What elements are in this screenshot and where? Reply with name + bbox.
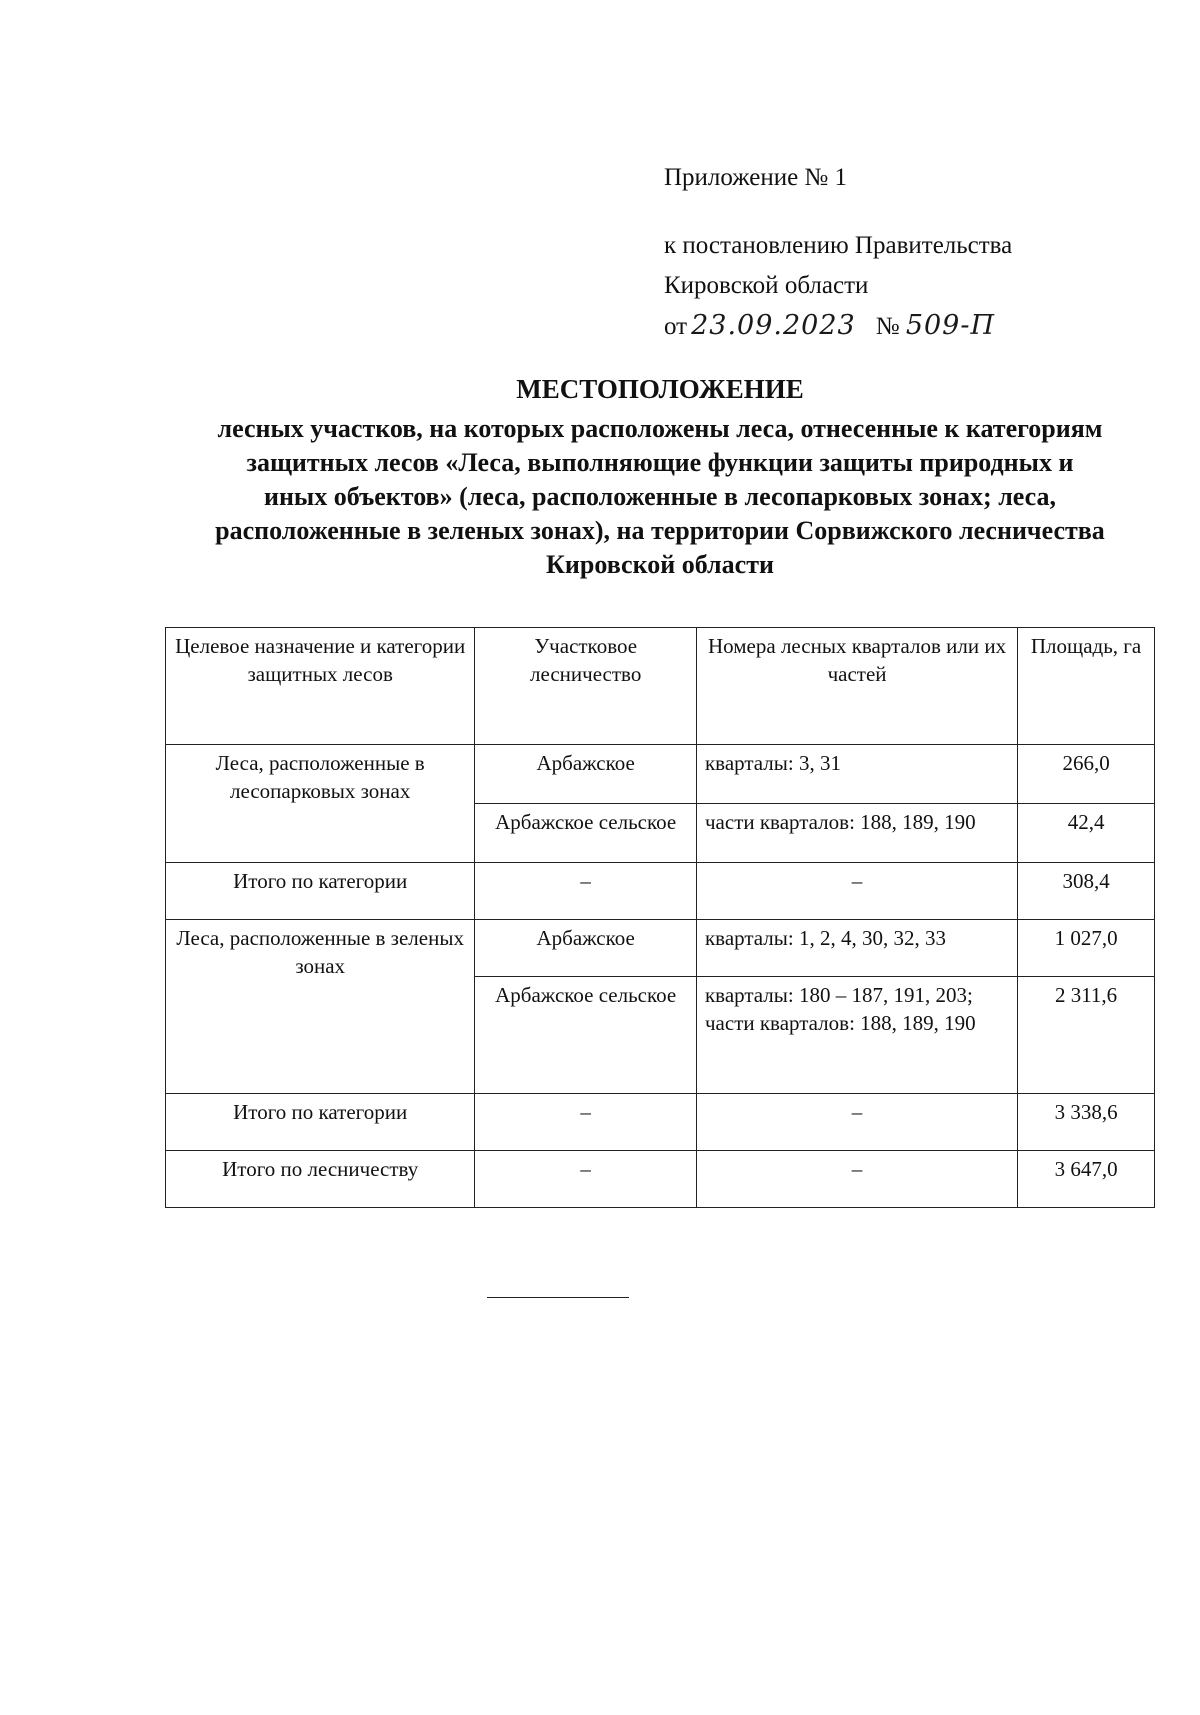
end-divider	[487, 1297, 629, 1298]
handwritten-date: 23.09.2023	[691, 310, 856, 341]
forest-location-table	[165, 627, 1155, 1208]
total-label-cell: Итого по категории	[166, 1094, 475, 1151]
header-category: Целевое назначение и категории защитных лесов	[166, 628, 475, 745]
quarters-cell: части кварталов: 188, 189, 190	[696, 804, 1017, 863]
category-total-row	[166, 863, 1155, 920]
title-line-5: Кировской области	[546, 550, 774, 579]
district-cell: Арбажское	[475, 745, 697, 804]
table-row	[166, 920, 1155, 977]
district-cell: –	[475, 863, 697, 920]
attachment-region-line: Кировской области	[664, 272, 869, 299]
grand-total-row	[166, 1151, 1155, 1208]
category-cell: Леса, расположенные в зеленых зонах	[166, 920, 475, 1094]
title-line-4: расположенные в зеленых зонах), на территории Сорвижского лесничества	[215, 516, 1105, 545]
header-area: Площадь, га	[1018, 628, 1155, 745]
attachment-date-line	[664, 306, 1012, 347]
quarters-cell: кварталы: 3, 31	[696, 745, 1017, 804]
number-prefix: №	[875, 313, 900, 340]
table-row	[166, 745, 1155, 804]
quarters-cell: кварталы: 1, 2, 4, 30, 32, 33	[696, 920, 1017, 977]
area-cell: 266,0	[1018, 745, 1155, 804]
attachment-label: Приложение № 1	[664, 164, 848, 191]
area-cell: 42,4	[1018, 804, 1155, 863]
district-cell: –	[475, 1094, 697, 1151]
document-title	[150, 372, 1170, 582]
district-cell: Арбажское сельское	[475, 804, 697, 863]
quarters-cell: –	[696, 1151, 1017, 1208]
area-cell: 308,4	[1018, 863, 1155, 920]
area-cell: 3 338,6	[1018, 1094, 1155, 1151]
table-header-row	[166, 628, 1155, 745]
quarters-cell: –	[696, 863, 1017, 920]
title-line-1: лесных участков, на которых расположены леса, отнесенные к категориям	[217, 414, 1103, 443]
quarters-line: части кварталов: 188, 189, 190	[704, 1011, 976, 1035]
district-cell: Арбажское сельское	[475, 977, 697, 1094]
area-cell: 2 311,6	[1018, 977, 1155, 1094]
title-main: МЕСТОПОЛОЖЕНИЕ	[516, 374, 804, 404]
area-cell: 3 647,0	[1018, 1151, 1155, 1208]
attachment-to-line: к постановлению Правительства	[664, 232, 1013, 259]
quarters-cell	[696, 977, 1017, 1094]
attachment-gap	[664, 198, 1012, 226]
area-cell: 1 027,0	[1018, 920, 1155, 977]
quarters-line: кварталы: 180 – 187, 191, 203;	[704, 983, 973, 1007]
title-line-3: иных объектов» (леса, расположенные в лесопарковых зонах; леса,	[263, 482, 1057, 511]
total-label-cell: Итого по лесничеству	[166, 1151, 475, 1208]
quarters-cell: –	[696, 1094, 1017, 1151]
district-cell: –	[475, 1151, 697, 1208]
attachment-block	[664, 158, 1012, 347]
district-cell: Арбажское	[475, 920, 697, 977]
header-district: Участковое лесничество	[475, 628, 697, 745]
title-line-2: защитных лесов «Леса, выполняющие функции защиты природных и	[246, 448, 1074, 477]
date-prefix: от	[664, 313, 688, 340]
category-total-row	[166, 1094, 1155, 1151]
total-label-cell: Итого по категории	[166, 863, 475, 920]
handwritten-number: 509-П	[905, 310, 996, 341]
header-quarters: Номера лесных кварталов или их частей	[696, 628, 1017, 745]
category-cell: Леса, расположенные в лесопарковых зонах	[166, 745, 475, 863]
